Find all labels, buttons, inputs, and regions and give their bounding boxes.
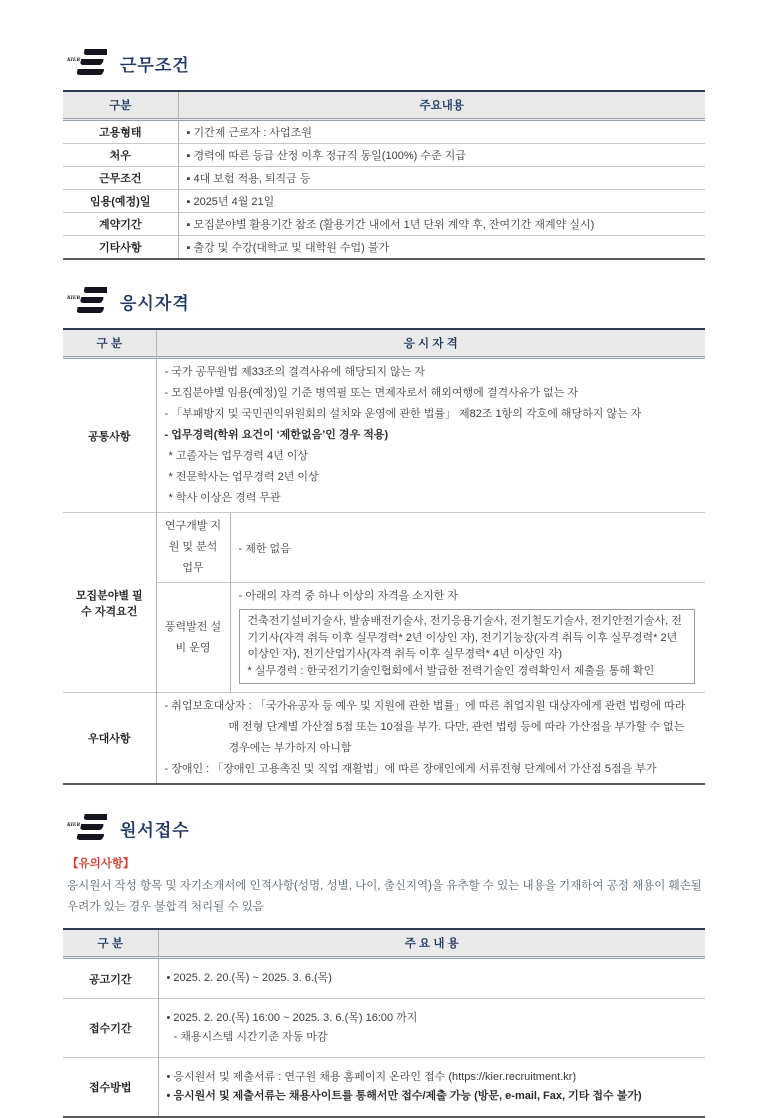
row-value: ▪ 기간제 근로자 : 사업조원 — [178, 120, 705, 144]
row-value — [230, 583, 705, 693]
row-value: ▪ 2025년 4월 21일 — [178, 190, 705, 213]
kier-logo-icon — [67, 813, 107, 843]
working-conditions-table — [63, 90, 705, 260]
table-row — [63, 999, 705, 1058]
row-value: ▪ 경력에 따른 등급 산정 이후 정규직 동일(100%) 수준 지급 — [178, 144, 705, 167]
row-label: 기타사항 — [63, 236, 178, 260]
qualification-line: - 「부패방지 및 국민권익위원회의 설치와 운영에 관한 법률」 제82조 1항의 각호에 해당하지 않는 자 — [164, 408, 642, 420]
row-value — [158, 958, 705, 999]
table-row — [63, 1058, 705, 1118]
kier-logo-text: KIER — [67, 822, 81, 828]
value-line: • 응시원서 및 제출서류는 채용사이트를 통해서만 접수/제출 가능 (방문, e-mail, Fax, 기타 접수 불가) — [166, 1090, 642, 1102]
qualification-line: * 학사 이상은 경력 무관 — [168, 492, 281, 504]
value-line: • 2025. 2. 20.(목) ~ 2025. 3. 6.(목) — [166, 972, 332, 984]
column-header: 주 요 내 용 — [158, 929, 705, 958]
column-header: 주요내용 — [178, 91, 705, 120]
row-label: 고용형태 — [63, 120, 178, 144]
table-row — [63, 144, 705, 167]
qualification-line: * 전문학사는 업무경력 2년 이상 — [168, 471, 319, 483]
value-line: • 응시원서 및 제출서류 : 연구원 채용 홈페이지 온라인 접수 (https://kier.recruitment.kr) — [166, 1071, 577, 1083]
notice-block — [67, 855, 703, 918]
table-row — [63, 958, 705, 999]
qualification-box-main: 건축전기설비기술사, 발송배전기술사, 전기응용기술사, 전기철도기술사, 전기안전기술사, 전기기사(자격 취득 이후 실무경력* 2년 이상인 자), 전기기능장(자격 취득 이후 실무경력* 2년 이상인 자), 전기산업기사(자격 취득 이후 실무경력* 4년 이상인 자) — [247, 615, 682, 660]
row-value — [156, 358, 705, 513]
table-row-common — [63, 358, 705, 513]
sub-row-label: 풍력발전 설비 운영 — [156, 583, 230, 693]
qualification-box-note: * 실무경력 : 한국전기기술인협회에서 발급한 전력기술인 경력확인서 제출을 통해 확인 — [247, 664, 655, 677]
qualification-intro: - 아래의 자격 중 하나 이상의 자격을 소지한 자 — [238, 590, 458, 602]
row-label: 계약기간 — [63, 213, 178, 236]
table-row-required-sub1 — [63, 513, 705, 583]
table-row — [63, 190, 705, 213]
section-title: 근무조건 — [120, 55, 190, 75]
table-row — [63, 236, 705, 260]
value-line: • 2025. 2. 20.(목) 16:00 ~ 2025. 3. 6.(목) 16:00 까지 — [166, 1012, 418, 1024]
sub-row-label: 연구개발 지원 및 분석업무 — [156, 513, 230, 583]
row-value: ▪ 출강 및 수강(대학교 및 대학원 수업) 불가 — [178, 236, 705, 260]
kier-logo-text: KIER — [67, 57, 81, 63]
qualifications-table — [63, 328, 705, 785]
row-value: ▪ 4대 보험 적용, 퇴직금 등 — [178, 167, 705, 190]
table-row-required-sub2 — [63, 583, 705, 693]
notice-tag: 【유의사항】 — [67, 858, 135, 870]
column-header: 응 시 자 격 — [156, 329, 705, 358]
row-label: 모집분야별 필수 자격요건 — [63, 513, 156, 693]
row-value — [158, 999, 705, 1058]
table-header-row — [63, 929, 705, 958]
column-header: 구분 — [63, 91, 178, 120]
kier-logo-text: KIER — [67, 295, 81, 301]
table-header-row — [63, 91, 705, 120]
table-row — [63, 213, 705, 236]
row-label: 접수기간 — [63, 999, 158, 1058]
qualification-line: - 업무경력(학위 요건이 ‘제한없음’인 경우 적용) — [164, 429, 389, 441]
table-row-preference — [63, 693, 705, 785]
application-table — [63, 928, 705, 1118]
preference-item: - 장애인 : 「장애인 고용촉진 및 직업 재활법」에 따른 장애인에게 서류전형 단계에서 가산점 5점을 부가 — [164, 763, 657, 775]
section-title: 응시자격 — [120, 293, 190, 313]
section-title: 원서접수 — [120, 820, 190, 840]
table-row — [63, 167, 705, 190]
qualification-line: - 모집분야별 임용(예정)일 기준 병역필 또는 면제자로서 해외여행에 결격사유가 없는 자 — [164, 387, 578, 399]
row-label: 임용(예정)일 — [63, 190, 178, 213]
table-header-row — [63, 329, 705, 358]
column-header: 구 분 — [63, 329, 156, 358]
row-value: - 제한 없음 — [230, 513, 705, 583]
qualification-line: * 고졸자는 업무경력 4년 이상 — [168, 450, 309, 462]
row-label: 접수방법 — [63, 1058, 158, 1118]
row-label: 처우 — [63, 144, 178, 167]
row-value — [158, 1058, 705, 1118]
kier-logo-icon — [67, 286, 107, 316]
preference-item: - 취업보호대상자 : 「국가유공자 등 예우 및 지원에 관한 법률」에 따른 취업지원 대상자에게 관련 법령에 따라 매 전형 단계별 가산점 5점 또는 10점을 부가. 다만, 관련 법령 등에 따라 가산점을 부가할 수 없는 경우에는 부가하지 아니함 — [164, 700, 686, 754]
kier-logo-icon — [67, 48, 107, 78]
section-header-application — [67, 813, 705, 843]
row-value: ▪ 모집분야별 활용기간 참조 (활용기간 내에서 1년 단위 계약 후, 잔여기간 재계약 실시) — [178, 213, 705, 236]
qualification-box — [239, 609, 696, 684]
column-header: 구 분 — [63, 929, 158, 958]
row-label: 공고기간 — [63, 958, 158, 999]
section-header-qualifications — [67, 286, 705, 316]
row-label: 근무조건 — [63, 167, 178, 190]
row-label: 공통사항 — [63, 358, 156, 513]
qualification-line: - 국가 공무원법 제33조의 결격사유에 해당되지 않는 자 — [164, 366, 425, 378]
notice-text: 응시원서 작성 항목 및 자기소개서에 인적사항(성명, 성별, 나이, 출신지역)을 유추할 수 있는 내용을 기재하여 공정 채용이 훼손될 우려가 있는 경우 불합격 처리될 수 있음 — [67, 880, 702, 913]
row-label: 우대사항 — [63, 693, 156, 785]
section-header-working-conditions — [67, 48, 705, 78]
row-value — [156, 693, 705, 785]
table-row — [63, 120, 705, 144]
value-line: - 채용시스템 시간기준 자동 마감 — [173, 1031, 328, 1043]
